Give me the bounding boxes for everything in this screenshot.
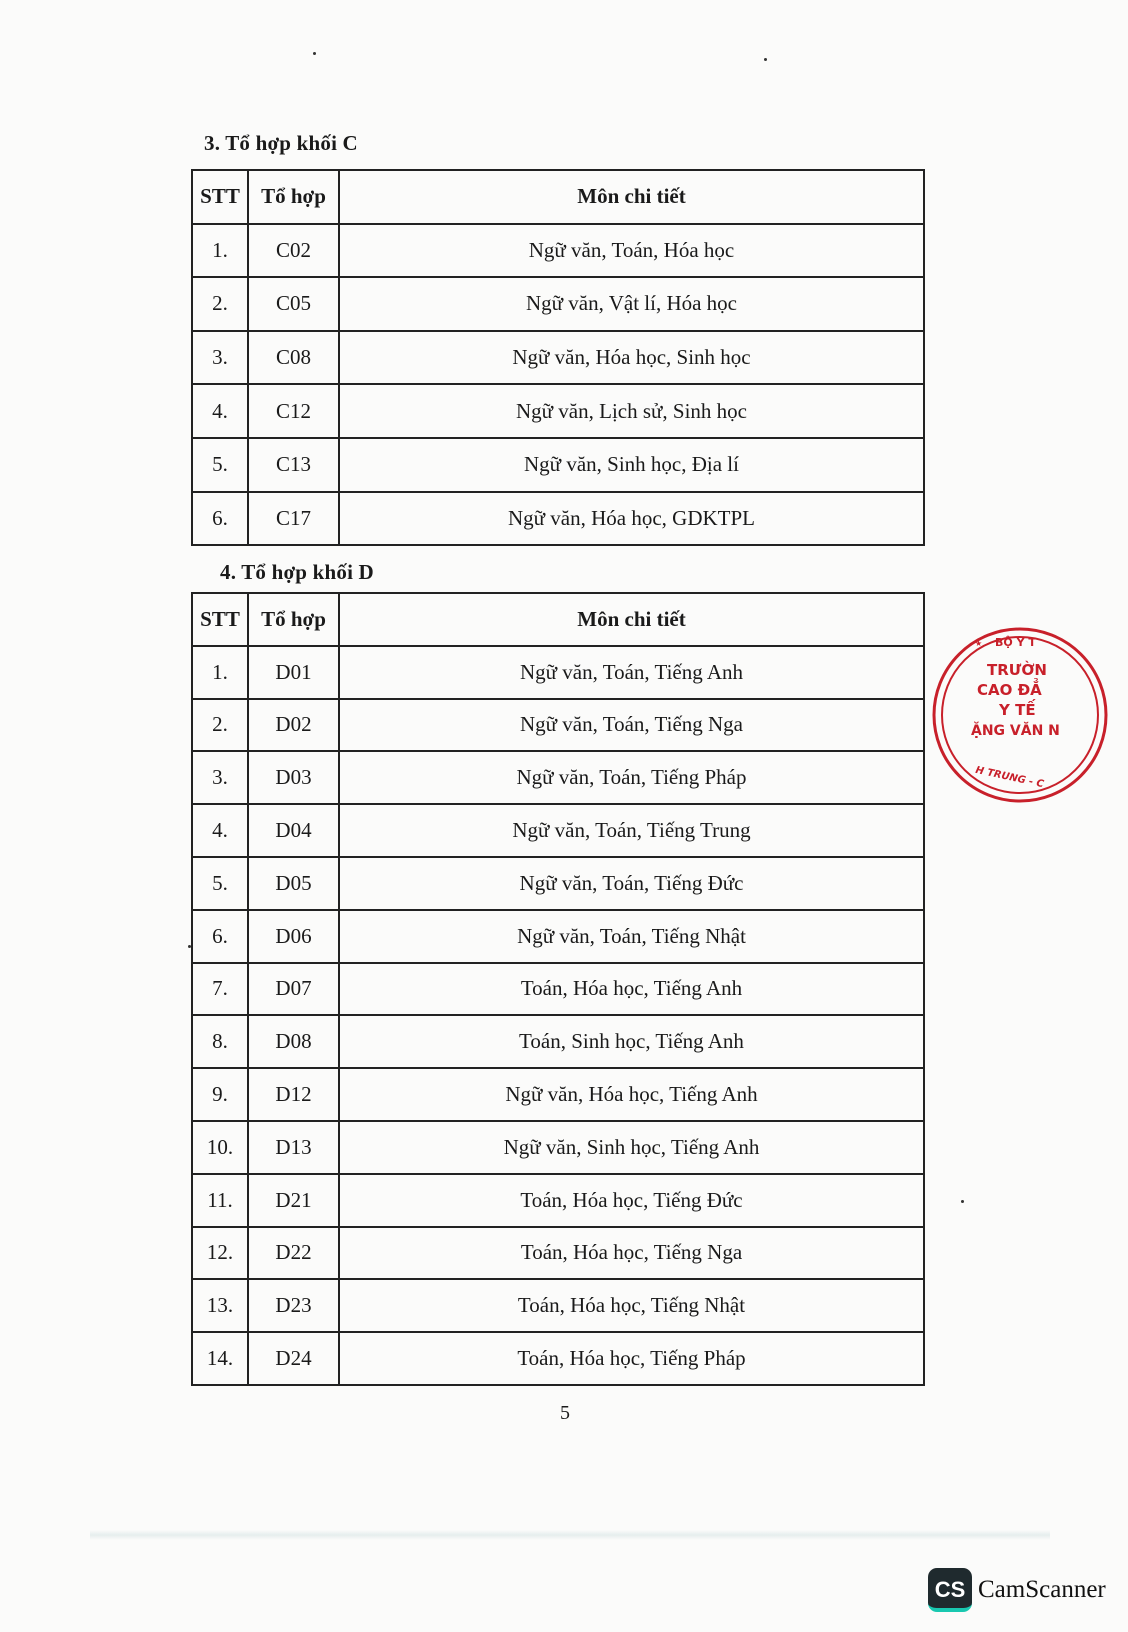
cell-subjects: Toán, Hóa học, Tiếng Đức — [339, 1174, 924, 1227]
table-row — [192, 1015, 924, 1068]
scan-artifact — [90, 1530, 1050, 1540]
cell-subjects: Ngữ văn, Hóa học, GDKTPL — [339, 492, 924, 546]
cell-stt: 7. — [192, 963, 248, 1016]
cell-stt: 5. — [192, 857, 248, 910]
table-row — [192, 804, 924, 857]
table-row — [192, 384, 924, 438]
table-header-row — [192, 170, 924, 224]
cell-stt: 13. — [192, 1279, 248, 1332]
cell-code: D05 — [248, 857, 339, 910]
cell-stt: 4. — [192, 804, 248, 857]
table-row — [192, 699, 924, 752]
cell-code: D24 — [248, 1332, 339, 1385]
cell-stt: 6. — [192, 492, 248, 546]
table-row — [192, 492, 924, 546]
cell-code: C05 — [248, 277, 339, 331]
table-row — [192, 1279, 924, 1332]
cell-subjects: Ngữ văn, Toán, Tiếng Nhật — [339, 910, 924, 963]
cell-stt: 2. — [192, 277, 248, 331]
cell-code: D08 — [248, 1015, 339, 1068]
table-row — [192, 331, 924, 385]
cell-stt: 8. — [192, 1015, 248, 1068]
table-row — [192, 646, 924, 699]
cell-stt: 3. — [192, 331, 248, 385]
table-row — [192, 1174, 924, 1227]
cell-subjects: Ngữ văn, Toán, Tiếng Anh — [339, 646, 924, 699]
cell-subjects: Ngữ văn, Vật lí, Hóa học — [339, 277, 924, 331]
cell-code: D07 — [248, 963, 339, 1016]
table-row — [192, 1121, 924, 1174]
stamp-line: H TRUNG - C — [974, 764, 1045, 791]
seal-icon — [971, 625, 1060, 805]
section-title-khoi-c: 3. Tổ hợp khối C — [204, 131, 358, 155]
cell-code: C17 — [248, 492, 339, 546]
scan-speck — [313, 52, 316, 55]
cell-subjects: Toán, Hóa học, Tiếng Anh — [339, 963, 924, 1016]
cell-code: D06 — [248, 910, 339, 963]
cell-code: D03 — [248, 751, 339, 804]
table-row — [192, 1332, 924, 1385]
header-code: Tổ hợp — [248, 593, 339, 646]
table-row — [192, 857, 924, 910]
table-row — [192, 751, 924, 804]
stamp-line: ẶNG VĂN N — [971, 723, 1060, 739]
header-subjects: Môn chi tiết — [339, 593, 924, 646]
cell-subjects: Ngữ văn, Toán, Tiếng Pháp — [339, 751, 924, 804]
cell-subjects: Toán, Hóa học, Tiếng Nhật — [339, 1279, 924, 1332]
cell-stt: 10. — [192, 1121, 248, 1174]
table-row — [192, 910, 924, 963]
camscanner-logo-icon: CS — [928, 1568, 972, 1612]
table-row — [192, 224, 924, 278]
cell-subjects: Ngữ văn, Sinh học, Tiếng Anh — [339, 1121, 924, 1174]
table-row — [192, 1227, 924, 1280]
table-khoi-d — [191, 592, 925, 1386]
svg-text:★: ★ — [975, 639, 983, 648]
cell-subjects: Ngữ văn, Toán, Tiếng Trung — [339, 804, 924, 857]
table-row — [192, 438, 924, 492]
cell-code: D21 — [248, 1174, 339, 1227]
cell-code: C08 — [248, 331, 339, 385]
table-header-row — [192, 593, 924, 646]
cell-code: D12 — [248, 1068, 339, 1121]
stamp-line: CAO ĐẲ — [977, 681, 1042, 699]
cell-stt: 3. — [192, 751, 248, 804]
scan-speck — [961, 1200, 964, 1203]
cell-code: D02 — [248, 699, 339, 752]
cell-stt: 1. — [192, 646, 248, 699]
table-body — [192, 646, 924, 1385]
cell-stt: 4. — [192, 384, 248, 438]
camscanner-watermark: CamScanner — [978, 1576, 1106, 1603]
cell-stt: 14. — [192, 1332, 248, 1385]
cell-subjects: Toán, Hóa học, Tiếng Nga — [339, 1227, 924, 1280]
cell-code: C13 — [248, 438, 339, 492]
cell-stt: 2. — [192, 699, 248, 752]
cell-stt: 9. — [192, 1068, 248, 1121]
page-number: 5 — [560, 1402, 570, 1424]
cell-code: D01 — [248, 646, 339, 699]
cell-subjects: Ngữ văn, Lịch sử, Sinh học — [339, 384, 924, 438]
cell-code: D23 — [248, 1279, 339, 1332]
cell-stt: 1. — [192, 224, 248, 278]
cell-code: C02 — [248, 224, 339, 278]
table-body — [192, 224, 924, 546]
header-subjects: Môn chi tiết — [339, 170, 924, 224]
cell-code: D04 — [248, 804, 339, 857]
cell-stt: 6. — [192, 910, 248, 963]
header-code: Tổ hợp — [248, 170, 339, 224]
cell-subjects: Ngữ văn, Toán, Tiếng Nga — [339, 699, 924, 752]
cell-code: D22 — [248, 1227, 339, 1280]
stamp-line: TRƯỜN — [987, 661, 1047, 679]
cell-subjects: Ngữ văn, Hóa học, Sinh học — [339, 331, 924, 385]
header-stt: STT — [192, 593, 248, 646]
cell-subjects: Ngữ văn, Sinh học, Địa lí — [339, 438, 924, 492]
school-seal-stamp — [971, 625, 1060, 805]
scan-speck — [764, 58, 767, 61]
cell-stt: 11. — [192, 1174, 248, 1227]
cell-subjects: Ngữ văn, Toán, Hóa học — [339, 224, 924, 278]
cell-subjects: Ngữ văn, Hóa học, Tiếng Anh — [339, 1068, 924, 1121]
header-stt: STT — [192, 170, 248, 224]
cell-code: C12 — [248, 384, 339, 438]
cell-code: D13 — [248, 1121, 339, 1174]
stamp-line: BỘ Y T — [995, 636, 1036, 649]
table-row — [192, 963, 924, 1016]
table-khoi-c — [191, 169, 925, 546]
cell-stt: 12. — [192, 1227, 248, 1280]
cell-subjects: Toán, Hóa học, Tiếng Pháp — [339, 1332, 924, 1385]
cell-subjects: Toán, Sinh học, Tiếng Anh — [339, 1015, 924, 1068]
table-row — [192, 277, 924, 331]
section-title-khoi-d: 4. Tổ hợp khối D — [220, 560, 374, 584]
cell-stt: 5. — [192, 438, 248, 492]
table-row — [192, 1068, 924, 1121]
stamp-line: Y TẾ — [999, 701, 1036, 719]
cell-subjects: Ngữ văn, Toán, Tiếng Đức — [339, 857, 924, 910]
